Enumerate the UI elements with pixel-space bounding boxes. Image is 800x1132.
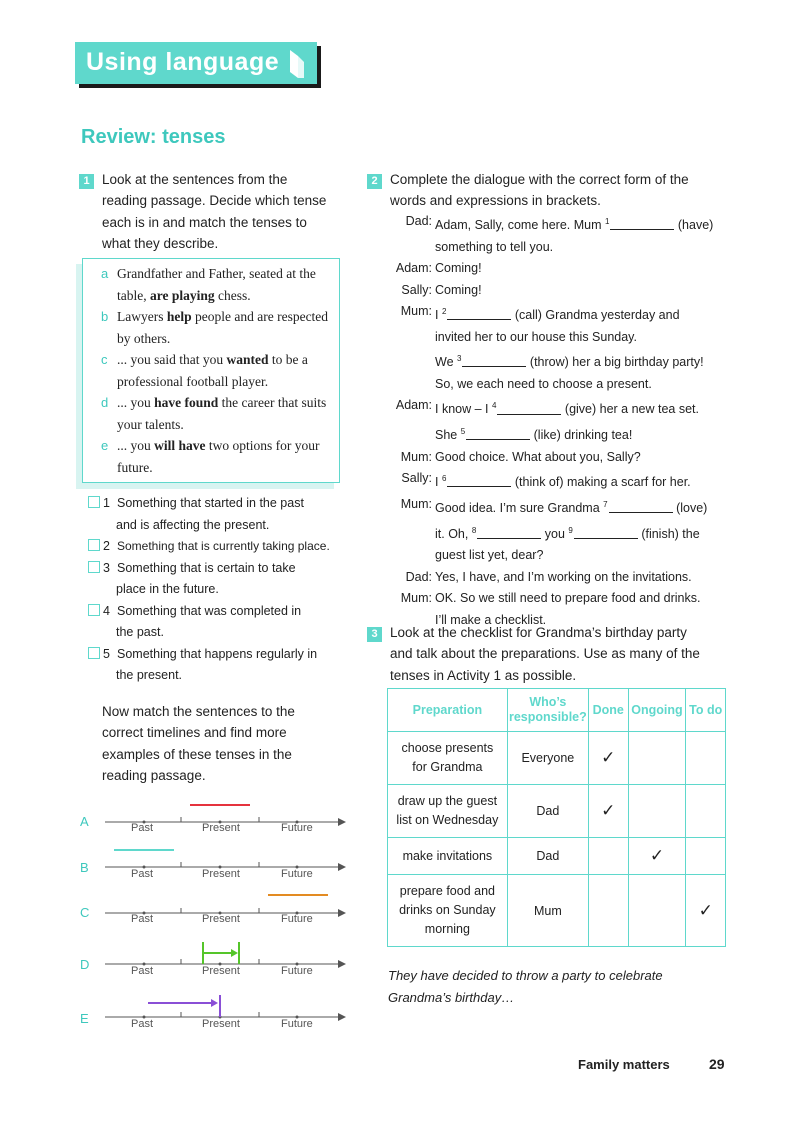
sentence-bold: help [166, 309, 192, 324]
description-number: 4 [103, 603, 110, 618]
description-text: Something that is currently taking place. [117, 539, 330, 553]
sentence-letter: d [101, 395, 109, 410]
dialogue-line [388, 237, 733, 259]
sentence-bold: have found [154, 395, 219, 410]
timeline-past: Past [131, 822, 154, 834]
footer-chapter: Family matters [578, 1057, 670, 1072]
ongoing-cell [628, 785, 686, 838]
description-text: Something that is certain to take [117, 560, 296, 575]
speaker: Mum: [400, 496, 432, 511]
dialogue-text: Adam, Sally, come here. Mum [435, 218, 605, 233]
answer-blank[interactable] [447, 474, 511, 487]
answer-blank[interactable] [447, 307, 511, 320]
task-cell: choose presents for Grandma [388, 732, 508, 785]
checklist-table [387, 688, 726, 947]
dialogue-line [388, 374, 733, 396]
dialogue-line [388, 211, 733, 237]
answer-blank[interactable] [462, 354, 526, 367]
instruction-line: examples of these tenses in the [102, 746, 292, 762]
ongoing-cell [628, 875, 686, 947]
speaker: Adam: [395, 261, 432, 276]
banner-bookmark-icon [290, 50, 304, 78]
description-item [88, 493, 350, 515]
sentence-text: ... you [117, 395, 155, 410]
done-cell [588, 838, 628, 875]
timeline-past: Past [131, 868, 154, 880]
instruction-line: words and expressions in brackets. [390, 193, 601, 209]
dialogue-text: (like) drinking tea! [530, 428, 633, 443]
dialogue-text: (throw) her a big birthday party! [526, 355, 704, 370]
speaker: Mum: [400, 591, 432, 606]
dialogue-text: Good choice. What about you, Sally? [435, 449, 641, 464]
dialogue-line [388, 447, 733, 469]
dialogue-text: it. Oh, [435, 526, 472, 541]
done-cell: ✓ [588, 732, 628, 785]
description-item [88, 536, 350, 558]
speaker: Adam: [395, 398, 432, 413]
dialogue-text: you [541, 526, 569, 541]
instruction-line: Now match the sentences to the [102, 704, 295, 719]
timeline-present: Present [202, 965, 240, 977]
timeline-past: Past [131, 1018, 154, 1030]
timeline-label: A [80, 814, 89, 829]
sentence-text: people and are respected by others. [117, 309, 329, 346]
timeline-future: Future [281, 965, 313, 977]
sentence-text: chess. [214, 287, 251, 303]
timeline-present: Present [202, 868, 240, 880]
sentence-text: two options for your future. [117, 438, 320, 475]
timeline-label: E [80, 1011, 89, 1026]
dialogue-line [388, 258, 733, 280]
instruction-line: correct timelines and find more [102, 725, 287, 741]
column-header: Who’s responsible? [507, 689, 588, 732]
speaker: Sally: [401, 471, 432, 486]
speaker: Mum: [400, 449, 432, 464]
checkbox[interactable] [88, 496, 100, 508]
axis-arrow-icon [338, 863, 346, 871]
sentence-text: to be a professional football player. [117, 352, 308, 389]
dialogue-line [388, 494, 733, 520]
timeline-past: Past [131, 913, 154, 925]
banner-title: Using language [86, 48, 280, 76]
sentence-letter: a [101, 266, 109, 281]
dialogue-text: Coming! [435, 282, 482, 297]
timeline-future: Future [281, 913, 313, 925]
who-cell: Everyone [507, 732, 588, 785]
description-text: Something that started in the past [117, 496, 304, 510]
dialogue-text: (have) [674, 218, 714, 233]
answer-blank[interactable] [609, 500, 673, 513]
table-row [388, 875, 726, 947]
sentence-box [82, 258, 340, 483]
who-cell: Mum [507, 875, 588, 947]
dialogue-text: invited her to our house this Sunday. [435, 329, 637, 344]
activity-2-instruction [390, 169, 735, 212]
timeline-future: Future [281, 1018, 313, 1030]
gap-number: 7 [603, 499, 608, 509]
speaker: Dad: [405, 569, 432, 584]
description-item [88, 558, 350, 580]
description-text: the past. [116, 625, 164, 639]
task-cell: prepare food and drinks on Sunday morning [388, 875, 508, 947]
timeline-label: D [80, 957, 90, 972]
sentence-bold: are playing [150, 287, 215, 303]
dialogue-text: guest list yet, dear? [435, 548, 544, 563]
description-number: 2 [103, 539, 110, 553]
dialogue-text: I know – I [435, 402, 492, 417]
axis-arrow-icon [338, 960, 346, 968]
who-cell: Dad [507, 785, 588, 838]
answer-blank[interactable] [466, 427, 530, 440]
description-number: 1 [103, 496, 110, 510]
sentence-letter: b [101, 309, 109, 324]
description-text: and is affecting the present. [116, 517, 270, 532]
gap-number: 4 [491, 401, 497, 411]
sentence-item [101, 435, 332, 478]
closing-line: They have decided to throw a party to celebrate [388, 968, 663, 983]
description-text: Something that happens regularly in [117, 646, 318, 661]
instruction-line: Complete the dialogue with the correct form of the [390, 172, 689, 187]
dialogue-line [388, 545, 733, 567]
dialogue-line [388, 395, 733, 421]
speaker: Dad: [405, 214, 432, 228]
instruction-line: each is in and match the tenses to [102, 214, 307, 230]
description-item [88, 644, 350, 666]
gap-number: 1 [604, 217, 610, 226]
answer-blank[interactable] [497, 402, 561, 415]
column-header: Ongoing [628, 689, 686, 732]
sentence-text: Lawyers [117, 309, 167, 324]
section-title: Review: tenses [81, 126, 226, 148]
description-number: 5 [103, 646, 110, 661]
dialogue-line [388, 468, 733, 494]
sentence-text: ... you said that you [117, 352, 227, 367]
dialogue-text: OK. So we still need to prepare food and drinks. [435, 591, 701, 606]
sentence-text: Grandfather and Father, seated at the table, [117, 266, 316, 303]
dialogue-text: (love) [672, 501, 708, 516]
timeline-label: C [80, 905, 90, 920]
gap-number: 3 [457, 354, 462, 364]
ongoing-cell: ✓ [628, 838, 686, 875]
who-cell: Dad [507, 838, 588, 875]
sentence-item [101, 263, 332, 306]
sentence-item [101, 392, 332, 435]
column-header: To do [686, 689, 726, 732]
timeline-future: Future [281, 868, 313, 880]
dialogue-line [388, 421, 733, 447]
instruction-line: what they describe. [102, 236, 219, 252]
dialogue-line [388, 348, 733, 374]
sentence-item [101, 306, 332, 349]
answer-blank[interactable] [574, 526, 638, 539]
column-header: Preparation [388, 689, 508, 732]
checkbox[interactable] [88, 539, 100, 551]
dialogue-line [388, 327, 733, 349]
answer-blank[interactable] [477, 526, 541, 539]
column-header: Done [588, 689, 628, 732]
description-text: Something that was completed in [117, 603, 302, 618]
dialogue-text: (give) her a new tea set. [561, 402, 700, 417]
axis-arrow-icon [338, 818, 346, 826]
checkbox[interactable] [88, 561, 100, 573]
task-cell: draw up the guest list on Wednesday [388, 785, 508, 838]
todo-cell [686, 785, 726, 838]
description-text: place in the future. [116, 582, 219, 596]
activity-1-instruction [102, 169, 342, 255]
timeline-present: Present [202, 1018, 240, 1030]
dialogue-text: So, we each need to choose a present. [435, 376, 652, 391]
timeline-future: Future [281, 822, 313, 834]
sentence-bold: wanted [226, 352, 269, 367]
dialogue-text: I [435, 475, 442, 490]
speaker: Mum: [400, 304, 432, 319]
dialogue [388, 211, 733, 631]
table-row [388, 838, 726, 875]
instruction-line: Look at the checklist for Grandma’s birthday party [390, 625, 687, 640]
gap-number: 2 [441, 307, 447, 317]
dialogue-text: Coming! [435, 261, 482, 276]
arrow-right-icon [231, 949, 238, 957]
axis-arrow-icon [338, 1013, 346, 1021]
timeline-present: Present [202, 913, 240, 925]
done-cell: ✓ [588, 785, 628, 838]
dialogue-line [388, 280, 733, 302]
description-number: 3 [103, 560, 110, 575]
gap-number: 6 [441, 474, 447, 484]
activity-3-number: 3 [367, 627, 382, 642]
closing-text [388, 965, 733, 1008]
dialogue-line [388, 520, 733, 546]
checkbox[interactable] [88, 604, 100, 616]
gap-number: 9 [568, 525, 573, 535]
closing-line: Grandma’s birthday… [388, 989, 515, 1005]
axis-arrow-icon [338, 909, 346, 917]
task-cell: make invitations [388, 838, 508, 875]
dialogue-text: Yes, I have, and I’m working on the invitations. [435, 569, 692, 584]
dialogue-text: (think of) making a scarf for her. [511, 475, 691, 490]
sentence-letter: c [101, 352, 108, 367]
sentence-letter: e [101, 438, 109, 453]
table-row [388, 732, 726, 785]
sentence-text: the career that suits your talents. [117, 395, 327, 432]
activity-3-instruction [390, 622, 735, 686]
instruction-line: reading passage. Decide which tense [102, 193, 327, 209]
dialogue-text: I [435, 308, 442, 323]
instruction-line: and talk about the preparations. Use as many of the [390, 646, 700, 662]
todo-cell: ✓ [686, 875, 726, 947]
dialogue-text: (call) Grandma yesterday and [511, 308, 680, 323]
dialogue-line [388, 567, 733, 589]
sentence-item [101, 349, 332, 392]
ongoing-cell [628, 732, 686, 785]
page-number: 29 [709, 1056, 725, 1072]
gap-number: 5 [460, 427, 466, 437]
dialogue-text: (finish) the [637, 526, 700, 541]
done-cell [588, 875, 628, 947]
description-list [88, 493, 350, 687]
timeline-present: Present [202, 822, 240, 834]
dialogue-line [388, 588, 733, 610]
instruction-line: reading passage. [102, 768, 206, 784]
dialogue-text: I’ll make a checklist. [435, 612, 547, 627]
dialogue-text: We [435, 355, 457, 370]
checkbox[interactable] [88, 647, 100, 659]
sentence-bold: will have [154, 438, 206, 453]
timeline-past: Past [131, 965, 154, 977]
instruction-line: Look at the sentences from the [102, 172, 288, 187]
followup-instruction [102, 701, 342, 787]
todo-cell [686, 838, 726, 875]
gap-number: 8 [471, 525, 477, 535]
answer-blank[interactable] [610, 217, 674, 230]
speaker: Sally: [401, 282, 432, 297]
description-text: the present. [116, 668, 183, 682]
activity-2-number: 2 [367, 174, 382, 189]
arrow-right-icon [211, 999, 218, 1007]
dialogue-text: She [435, 428, 461, 443]
dialogue-text: something to tell you. [435, 239, 554, 254]
description-item [88, 601, 350, 623]
instruction-line: tenses in Activity 1 as possible. [390, 667, 577, 683]
dialogue-text: Good idea. I’m sure Grandma [435, 501, 604, 516]
todo-cell [686, 732, 726, 785]
table-row [388, 785, 726, 838]
dialogue-line [388, 301, 733, 327]
table-header-row [388, 689, 726, 732]
sentence-text: ... you [117, 438, 155, 453]
timeline-label: B [80, 860, 89, 875]
activity-1-number: 1 [79, 174, 94, 189]
